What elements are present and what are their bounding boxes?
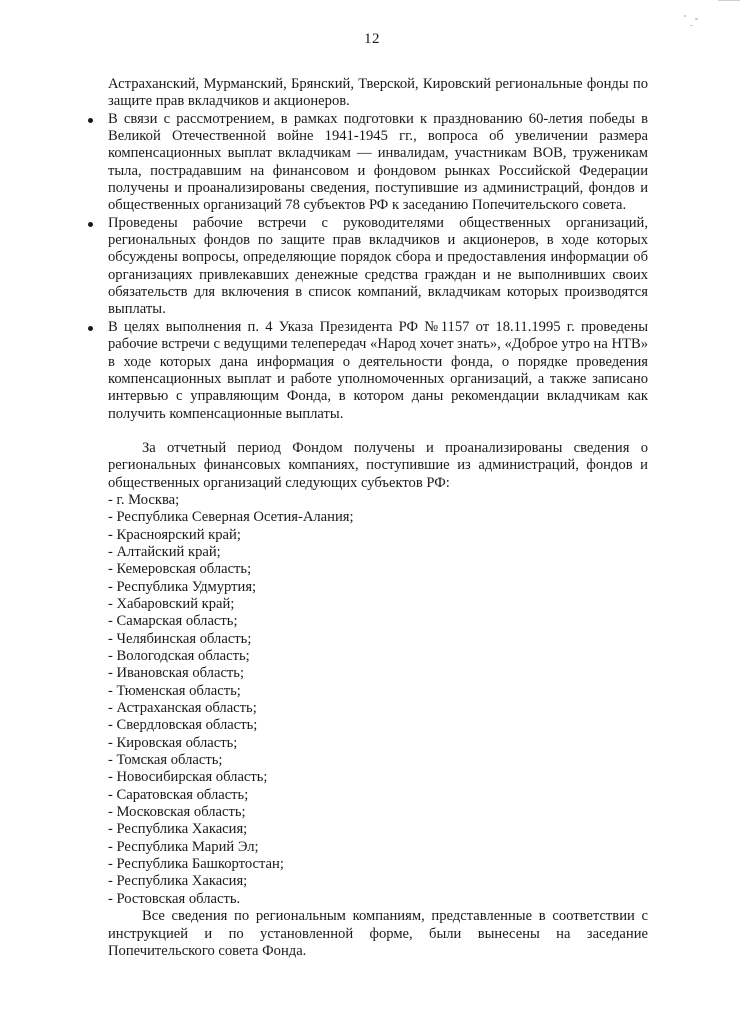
region-item: - Ростовская область. — [108, 890, 241, 907]
region-item: - г. Москва; — [108, 491, 180, 508]
region-item: - Республика Хакасия; — [108, 821, 248, 838]
region-item: - Тюменская область; — [108, 682, 241, 699]
bullet-list — [108, 111, 648, 423]
document-body — [108, 76, 648, 960]
bullet-item — [108, 319, 648, 423]
region-item: - Ивановская область; — [108, 665, 245, 682]
bullet-item — [108, 111, 648, 215]
region-item: - Республика Северная Осетия-Алания; — [108, 509, 354, 526]
region-item: - Астраханская область; — [108, 700, 257, 717]
region-item: - Алтайский край; — [108, 543, 221, 560]
region-item: - Вологодская область; — [108, 648, 250, 664]
region-item: - Республика Удмуртия; — [108, 578, 257, 595]
scan-artifact — [684, 15, 686, 17]
region-item: - Саратовская область; — [108, 786, 249, 803]
region-item: - Хабаровский край; — [108, 595, 235, 612]
scan-artifact — [695, 18, 698, 20]
bullet-item — [108, 215, 648, 319]
region-item: - Свердловская область; — [108, 717, 258, 734]
region-item: - Московская область; — [108, 804, 246, 821]
region-item: - Республика Башкортостан; — [108, 856, 284, 873]
bullet-text: В целях выполнения п. 4 Указа Президента РФ №1157 от 18.11.1995 г. проведены рабочие встречи с ведущими телепередач «Народ хочет знать», «Доброе утро на НТВ» в ходе которых дана информация о деятельности фонда, о порядке проведения компенсационных выплат и работе уполномоченных организаций, а также записано интервью с управляющим Фонда, в котором даны рекомендации вкладчикам как получить компенсационные выплаты. — [108, 318, 648, 422]
bullet-dot-icon — [88, 326, 93, 331]
bullet-text: В связи с рассмотрением, в рамках подготовки к празднованию 60-летия победы в Великой Отечественной войне 1941-1945 гг., вопроса об увеличении размера компенсационных выплат вкладчикам — инвалидам, участникам ВОВ, труженикам тыла, пострадавшим на финансовом и фондовом рынках Российской Федерации получены и проанализированы сведения, поступившие из администраций, фондов и общественных организаций 78 субъектов РФ к заседанию Попечительского совета. — [108, 110, 648, 214]
scan-artifact — [718, 0, 740, 1]
section-spacer — [108, 423, 648, 440]
region-item: - Самарская область; — [108, 613, 238, 630]
region-item: - Кемеровская область; — [108, 561, 252, 578]
regions-intro: За отчетный период Фондом получены и проанализированы сведения о региональных финансовых компаниях, поступившие из администраций, фондов и общественных организаций следующих субъектов РФ: — [108, 439, 648, 491]
scan-artifact — [690, 25, 693, 26]
region-item: - Республика Марий Эл; — [108, 838, 259, 855]
bullet-text: Проведены рабочие встречи с руководителями общественных организаций, региональных фондов по защите прав вкладчиков и акционеров, в ходе которых обсуждены вопросы, определяющие порядок сбора и предоставления информации об организациях привлекавших денежные средства граждан и не выполнивших своих обязательств для включения в список компаний, вкладчикам которых производятся выплаты. — [108, 214, 648, 318]
bullet-dot-icon — [88, 222, 93, 227]
bullet-dot-icon — [88, 118, 93, 123]
region-item: - Республика Хакасия; — [108, 873, 248, 890]
regions-list — [108, 492, 648, 908]
region-item: - Томская область; — [108, 752, 223, 769]
region-item: - Красноярский край; — [108, 526, 241, 543]
closing-paragraph: Все сведения по региональным компаниям, представленные в соответствии с инструкцией и по установленной форме, были вынесены на заседание Попечительского совета Фонда. — [108, 908, 648, 959]
opening-paragraph: Астраханский, Мурманский, Брянский, Тверской, Кировский региональные фонды по защите прав вкладчиков и акционеров. — [108, 76, 648, 110]
region-item: - Новосибирская область; — [108, 769, 268, 786]
region-item: - Челябинская область; — [108, 630, 252, 647]
region-item: - Кировская область; — [108, 734, 238, 751]
page-number: 12 — [364, 31, 380, 47]
